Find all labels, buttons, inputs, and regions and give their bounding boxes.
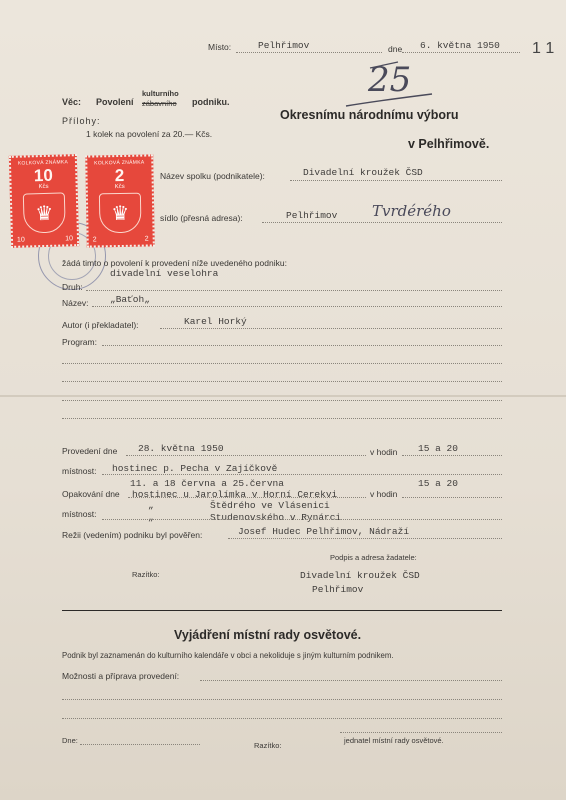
misto-label: Místo: (208, 42, 232, 52)
opakovani-hodin-value: 15 a 20 (418, 478, 458, 489)
opakovani-label: Opakování dne (62, 489, 120, 499)
stamp-corner-right: 2 (144, 235, 149, 243)
podpis-label: Podpis a adresa žadatele: (330, 553, 417, 562)
program-line (102, 345, 502, 346)
ditto-mark-2: „ (148, 512, 154, 523)
moznosti-line-2 (62, 699, 502, 700)
lion-emblem-icon: ♛ (99, 193, 142, 234)
druh-value: divadelní veselohra (110, 268, 219, 279)
sidlo-line (262, 222, 502, 223)
kulturniho-text: kulturního (142, 89, 179, 98)
druh-line (86, 290, 502, 291)
misto-value: Pelhřimov (258, 40, 310, 51)
provedeni-label: Provedení dne (62, 446, 118, 456)
program-label: Program: (62, 337, 97, 347)
dne-line-bottom (80, 744, 200, 745)
handwritten-underline (340, 58, 440, 110)
margin-marks: 1 1 (532, 40, 555, 57)
stamp-corner-left: 10 (16, 236, 25, 244)
stamp-unit: Kčs (114, 183, 125, 191)
rezie-line (228, 538, 502, 539)
druh-label: Druh: (62, 282, 83, 292)
stamp-unit: Kčs (38, 183, 49, 191)
prilohy-label: Přílohy: (62, 116, 101, 126)
mistnost2-line1: Štědrého ve Vlásenici (210, 500, 330, 511)
nazev-label: Název: (62, 298, 89, 308)
mistnost-value: hostinec p. Pecha v Zajíčkově (112, 463, 278, 474)
moznosti-label: Možnosti a příprava provedení: (62, 671, 180, 681)
signature-line1: Divadelní kroužek ČSD (300, 570, 420, 581)
program-line-5 (62, 418, 502, 419)
signature-line2: Pelhřimov (312, 584, 364, 595)
dne-line (402, 52, 520, 53)
stamp-header: KOLKOVÁ ZNÁMKA (94, 159, 145, 167)
hostinec2-value: hostinec u Jarolímka v Horní Cerekvi (132, 489, 338, 500)
dne-value: 6. května 1950 (420, 40, 500, 51)
nazev-value: „Baťoh„ (110, 294, 150, 305)
stamp-corner-left: 2 (92, 236, 97, 244)
opakovani-hodin-label: v hodin (370, 489, 398, 499)
sidlo-handwritten: Tvrdérého (372, 202, 451, 220)
prilohy-item: 1 kolek na povolení za 20.— Kčs. (86, 129, 213, 139)
mistnost2-line (102, 519, 502, 520)
stamp-header: KOLKOVÁ ZNÁMKA (17, 159, 69, 167)
vyjadreni-title: Vyjádření místní rady osvětové. (174, 628, 362, 642)
fold-line (0, 395, 566, 397)
povoleni-text: Povolení (96, 97, 134, 107)
podniku-text: podniku. (192, 97, 230, 107)
provedeni-line (126, 455, 366, 456)
nazev-spolku-label: Název spolku (podnikatele): (160, 171, 265, 181)
addressee-line1: Okresnímu národnímu výboru (280, 108, 459, 122)
vyjadreni-text: Podnik byl zaznamenán do kulturního kalendáře v obci a nekoliduje s jiným kulturním podnikem. (62, 651, 394, 660)
razitko-label-2: Razítko: (254, 741, 282, 750)
sidlo-label: sídlo (přesná adresa): (160, 213, 243, 223)
moznosti-line (200, 680, 502, 681)
mistnost-line (102, 474, 502, 475)
provedeni-date: 28. května 1950 (138, 443, 224, 454)
ditto-mark-1: „ (148, 500, 154, 511)
vec-label: Věc: (62, 97, 82, 107)
program-line-4 (62, 400, 502, 401)
autor-label: Autor (i překladatel): (62, 320, 139, 330)
program-line-2 (62, 363, 502, 364)
rezie-value: Josef Hudec Pelhřimov, Nádraží (238, 526, 410, 537)
mistnost2-label: místnost: (62, 509, 97, 519)
jednatel-label: jednatel místní rady osvětové. (344, 736, 444, 745)
program-line-3 (62, 381, 502, 382)
autor-value: Karel Horký (184, 316, 247, 327)
mistnost2-line2: Studenovského v Rynárci (210, 512, 342, 523)
autor-line (160, 328, 502, 329)
addressee-line2: v Pelhřimově. (408, 137, 490, 151)
stamp-value: 2 (114, 165, 125, 186)
provedeni-hodin-value: 15 a 20 (418, 443, 458, 454)
lion-emblem-icon: ♛ (23, 192, 66, 233)
rezie-label: Režii (vedením) podniku byl pověřen: (62, 530, 203, 540)
nazev-spolku-value: Divadelní kroužek ČSD (303, 167, 423, 178)
revenue-stamp-2 (85, 154, 155, 247)
zabavniho-text: zábavního (142, 99, 177, 108)
section-divider (62, 610, 502, 611)
provedeni-hodin-line (402, 455, 502, 456)
dne-label: dne (388, 44, 403, 54)
handwritten-number: 25 (368, 60, 412, 100)
zada-text: žádá timto o povolení k provedení níže uvedeného podniku: (62, 258, 287, 268)
opakovani-line (128, 497, 366, 498)
nazev-line (92, 306, 502, 307)
mistnost-label: místnost: (62, 466, 97, 476)
moznosti-line-3 (62, 718, 502, 719)
stamp-value: 10 (33, 165, 54, 186)
stamp-corner-right: 10 (65, 235, 74, 243)
opakovani-value: 11. a 18 června a 25.června (130, 478, 284, 489)
revenue-stamp-10 (9, 154, 79, 248)
sidlo-value: Pelhřimov (286, 210, 338, 221)
jednatel-line (340, 732, 502, 733)
razitko-label-1: Razítko: (132, 570, 160, 579)
opakovani-hodin-line (402, 497, 502, 498)
dne-label-bottom: Dne: (62, 736, 78, 745)
nazev-spolku-line (290, 180, 502, 181)
provedeni-hodin-label: v hodin (370, 447, 398, 457)
misto-line (236, 52, 382, 53)
